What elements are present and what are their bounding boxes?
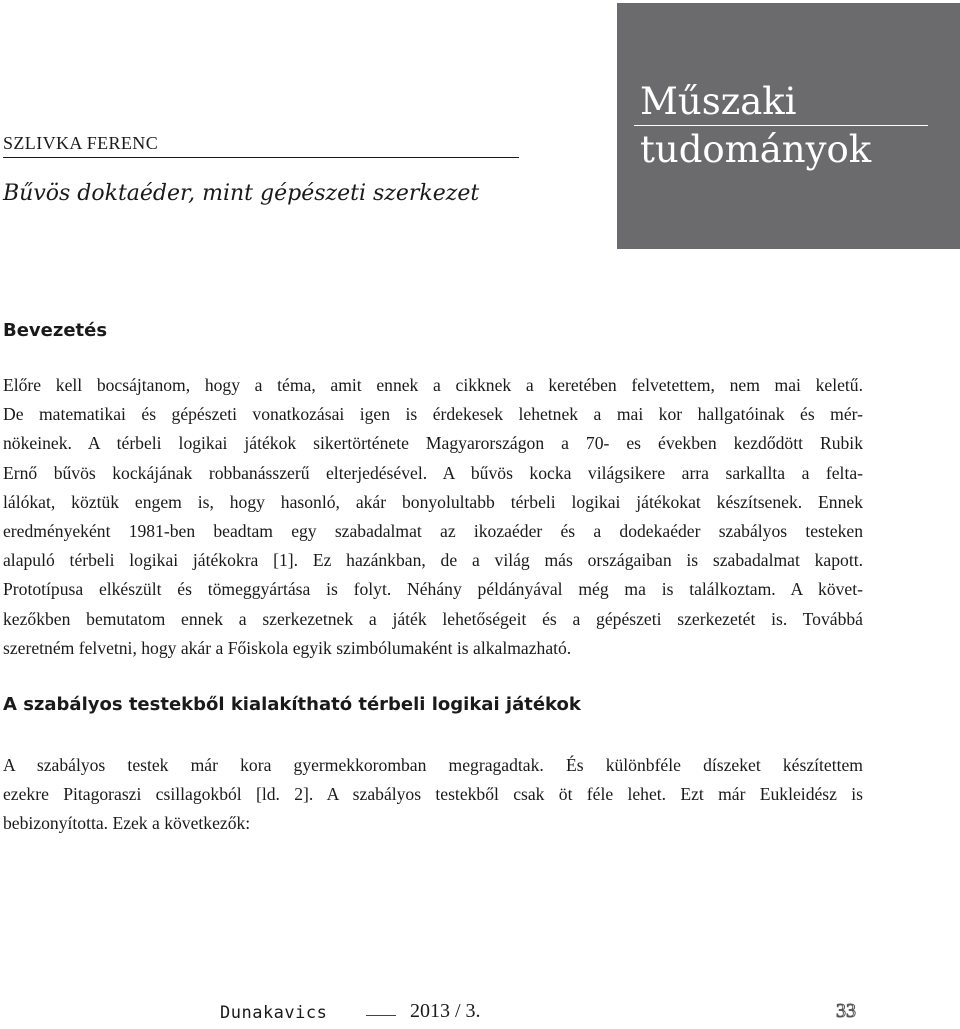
footer-issue: 2013 / 3. xyxy=(410,1000,481,1022)
paragraph-line: bebizonyította. Ezek a következők: xyxy=(3,813,251,834)
heading-section2: A szabályos testekből kialakítható térbeli logikai játékok xyxy=(3,694,581,715)
heading-intro: Bevezetés xyxy=(3,320,108,341)
paragraph-line: lálókat, köztük engem is, hogy hasonló, akár bonyolultabb térbeli logikai játékokat készítsenek. Ennek xyxy=(3,491,863,512)
footer-dash xyxy=(366,1015,396,1016)
footer-journal-name: Dunakavics xyxy=(220,1003,328,1023)
author-name: SZLIVKA FERENC xyxy=(3,133,159,153)
section-title-rule xyxy=(634,125,928,126)
page-number: 33 xyxy=(836,1000,856,1022)
paragraph-line: eredményeként 1981-ben beadtam egy szabadalmat az ikozaéder és a dodekaéder szabályos testeken xyxy=(3,521,863,542)
section-title-line2: tudományok xyxy=(640,128,872,171)
paragraph-line: ezekre Pitagoraszi csillagokból [ld. 2]. A szabályos testekből csak öt féle lehet. Ezt már Eukleidész is xyxy=(3,784,863,805)
paragraph-line: szeretném felvetni, hogy akár a Főiskola egyik szimbólumaként is alkalmazható. xyxy=(3,637,572,658)
paragraph-line: De matematikai és gépészeti vonatkozásai igen is érdekesek lehetnek a mai kor hallgatóinak és mér- xyxy=(3,404,863,425)
author-rule xyxy=(3,157,519,158)
paragraph-line: alapuló térbeli logikai játékokra [1]. Ez hazánkban, de a világ más országaiban is szabadalmat kapott. xyxy=(3,550,863,571)
paragraph-line: kezőkben bemutatom ennek a szerkezetnek a játék lehetőségeit és a gépészeti szerkezetét is. Továbbá xyxy=(3,608,863,629)
article-title: Bűvös doktaéder, mint gépészeti szerkezet xyxy=(3,181,480,206)
paragraph-intro xyxy=(3,371,863,663)
paragraph-line: Előre kell bocsájtanom, hogy a téma, amit ennek a cikknek a keretében felvetettem, nem mai keletű. xyxy=(3,375,863,395)
paragraph-line: nökeinek. A térbeli logikai játékok sikertörténete Magyarországon a 70- es években kezdődött Rubik xyxy=(3,433,863,454)
paragraph-line: A szabályos testek már kora gyermekkoromban megragadtak. És különbféle díszeket készítettem xyxy=(3,755,863,775)
section-title-line1: Műszaki xyxy=(640,80,797,123)
paragraph-line: Ernő bűvös kockájának robbanásszerű elterjedésével. A bűvös kocka világsikere arra sarkallta a felta- xyxy=(3,462,863,483)
paragraph-line: Prototípusa elkészült és tömeggyártása is folyt. Néhány példányával még ma is találkoztam. A követ- xyxy=(3,579,863,600)
section-title xyxy=(640,78,940,174)
paragraph-section2 xyxy=(3,751,863,839)
